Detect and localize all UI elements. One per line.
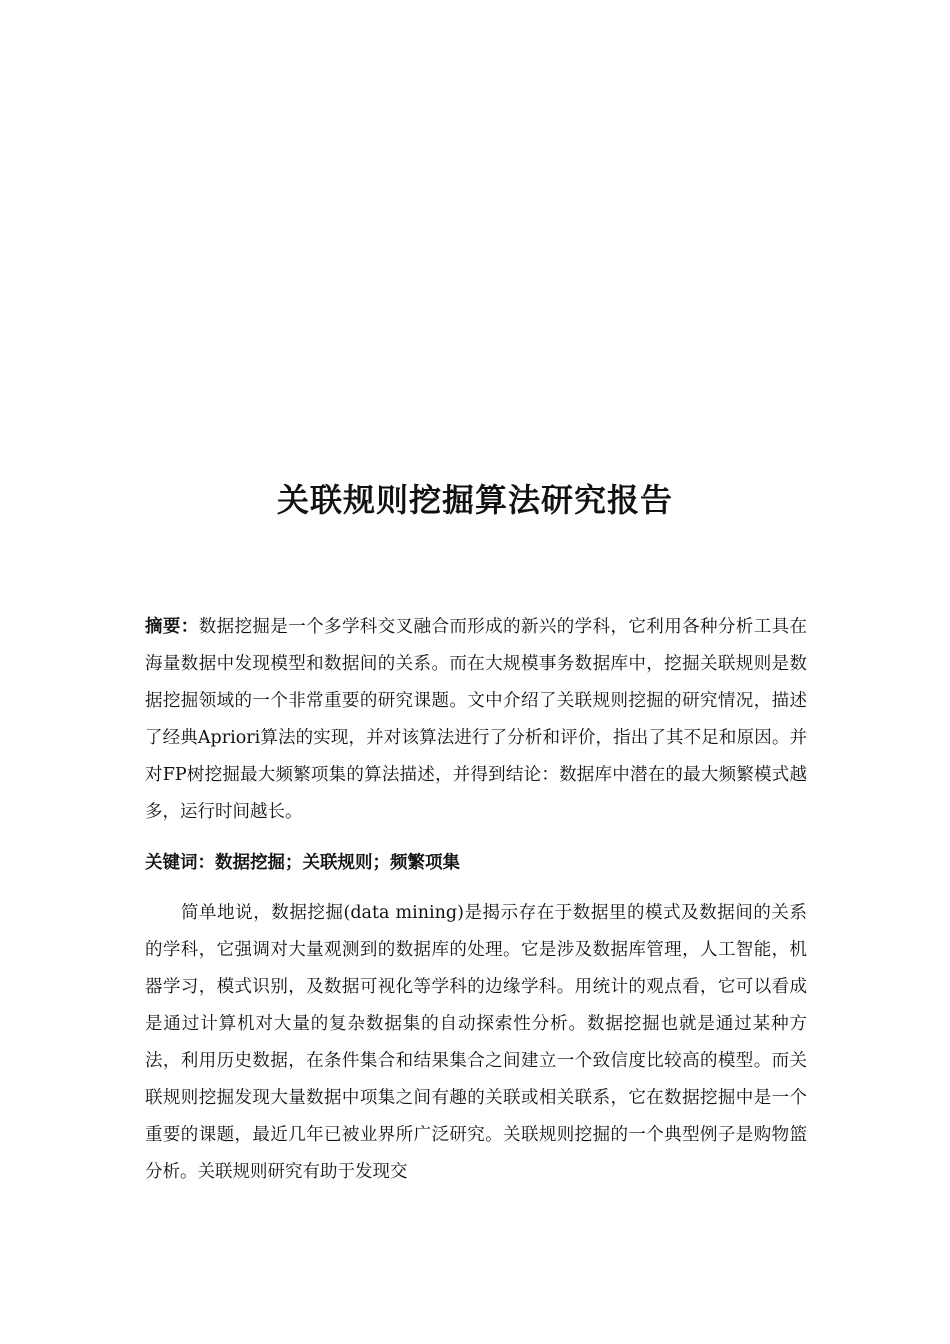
abstract-paragraph: [145, 609, 807, 831]
keywords-text: 数据挖掘；关联规则；频繁项集: [215, 853, 460, 873]
body-paragraph: 简单地说，数据挖掘(data mining)是揭示存在于数据里的模式及数据间的关系的学科，它强调对大量观测到的数据库的处理。它是涉及数据库管理，人工智能，机器学习，模式识别，及数据可视化等学科的边缘学科。用统计的观点看，它可以看成是通过计算机对大量的复杂数据集的自动探索性分析。数据挖掘也就是通过某种方法，利用历史数据，在条件集合和结果集合之间建立一个致信度比较高的模型。而关联规则挖掘发现大量数据中项集之间有趣的关联或相关联系，它在数据挖掘中是一个重要的课题，最近几年已被业界所广泛研究。关联规则挖掘的一个典型例子是购物篮分析。关联规则研究有助于发现交: [145, 903, 807, 1182]
document-title: 关联规则挖掘算法研究报告: [276, 481, 673, 519]
keywords-line: [145, 845, 807, 882]
abstract-text: 数据挖掘是一个多学科交叉融合而形成的新兴的学科，它利用各种分析工具在海量数据中发现模型和数据间的关系。而在大规模事务数据库中，挖掘关联规则是数据挖掘领域的一个非常重要的研究课题。文中介绍了关联规则挖掘的研究情况，描述了经典Apriori算法的实现，并对该算法进行了分析和评价，指出了其不足和原因。并对FP树挖掘最大频繁项集的算法描述，并得到结论：数据库中潜在的最大频繁模式越多，运行时间越长。: [145, 617, 808, 822]
keywords-label: 关键词：: [145, 853, 215, 873]
abstract-label: 摘要：: [145, 617, 199, 637]
